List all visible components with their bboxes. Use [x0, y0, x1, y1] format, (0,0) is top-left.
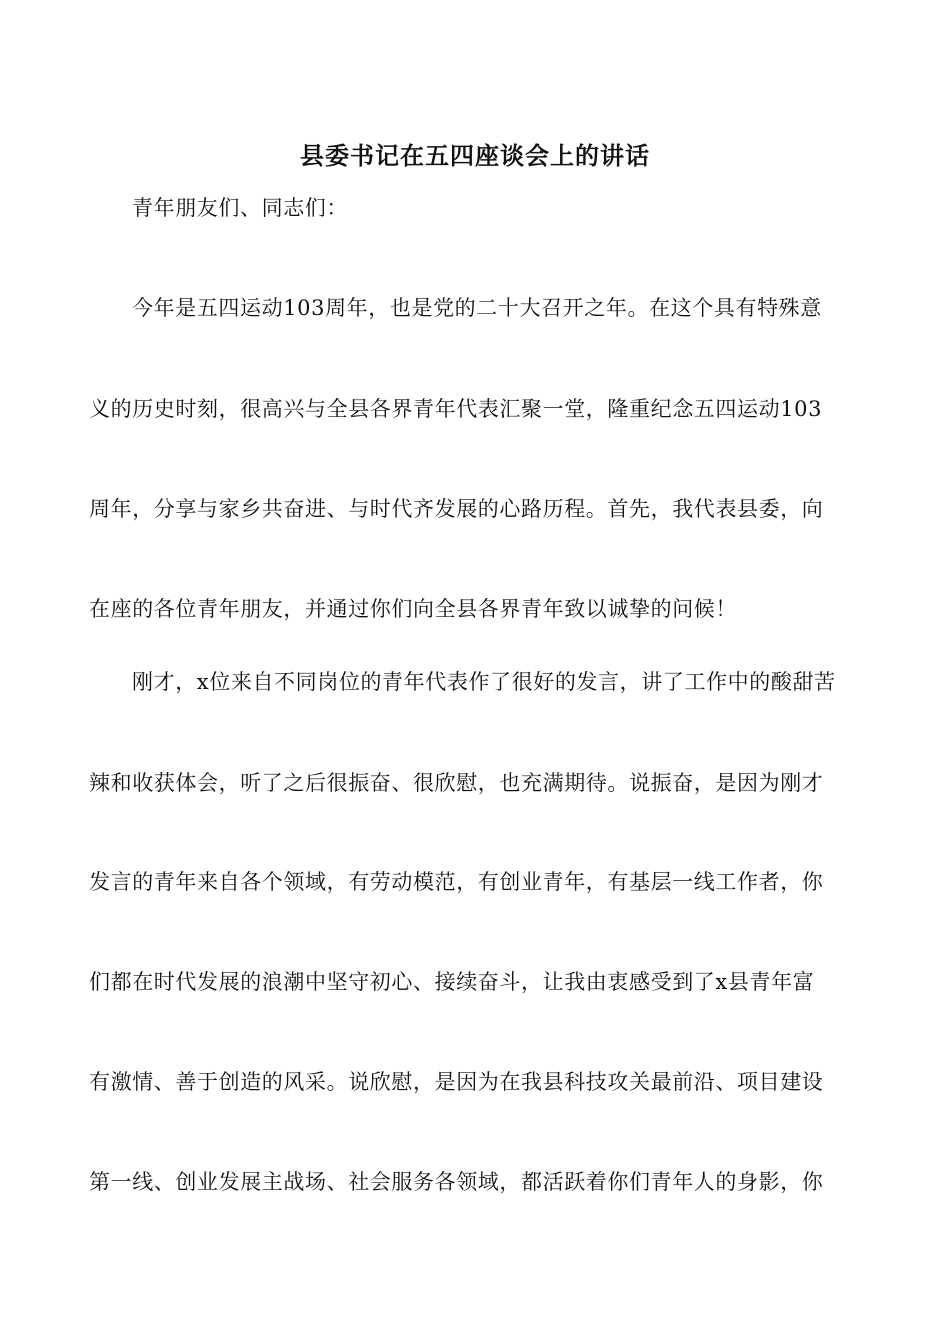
paragraph-2-line-5: 有激情、善于创造的风采。说欣慰，是因为在我县科技攻关最前沿、项目建设: [89, 1070, 824, 1094]
paragraph-2-line-6: 第一线、创业发展主战场、社会服务各领域，都活跃着你们青年人的身影，你: [89, 1170, 824, 1194]
paragraph-1-line-3: 周年，分享与家乡共奋进、与时代齐发展的心路历程。首先，我代表县委，向: [89, 497, 824, 521]
paragraph-1-line-2: 义的历史时刻，很高兴与全县各界青年代表汇聚一堂，隆重纪念五四运动103: [89, 397, 823, 421]
paragraph-2-line-4: 们都在时代发展的浪潮中坚守初心、接续奋斗，让我由衷感受到了x县青年富: [89, 970, 815, 994]
paragraph-2-line-1: 刚才，x位来自不同岗位的青年代表作了很好的发言，讲了工作中的酸甜苦: [132, 670, 836, 694]
paragraph-2-line-2: 辣和收获体会，听了之后很振奋、很欣慰，也充满期待。说振奋，是因为刚才: [89, 771, 824, 795]
salutation: 青年朋友们、同志们：: [132, 196, 348, 220]
paragraph-1-line-1: 今年是五四运动103周年，也是党的二十大召开之年。在这个具有特殊意: [132, 296, 822, 320]
paragraph-2-line-3: 发言的青年来自各个领域，有劳动模范，有创业青年，有基层一线工作者，你: [89, 870, 824, 894]
paragraph-1-line-4: 在座的各位青年朋友，并通过你们向全县各界青年致以诚挚的问候！: [89, 597, 737, 621]
document-title: 县委书记在五四座谈会上的讲话: [300, 141, 650, 170]
